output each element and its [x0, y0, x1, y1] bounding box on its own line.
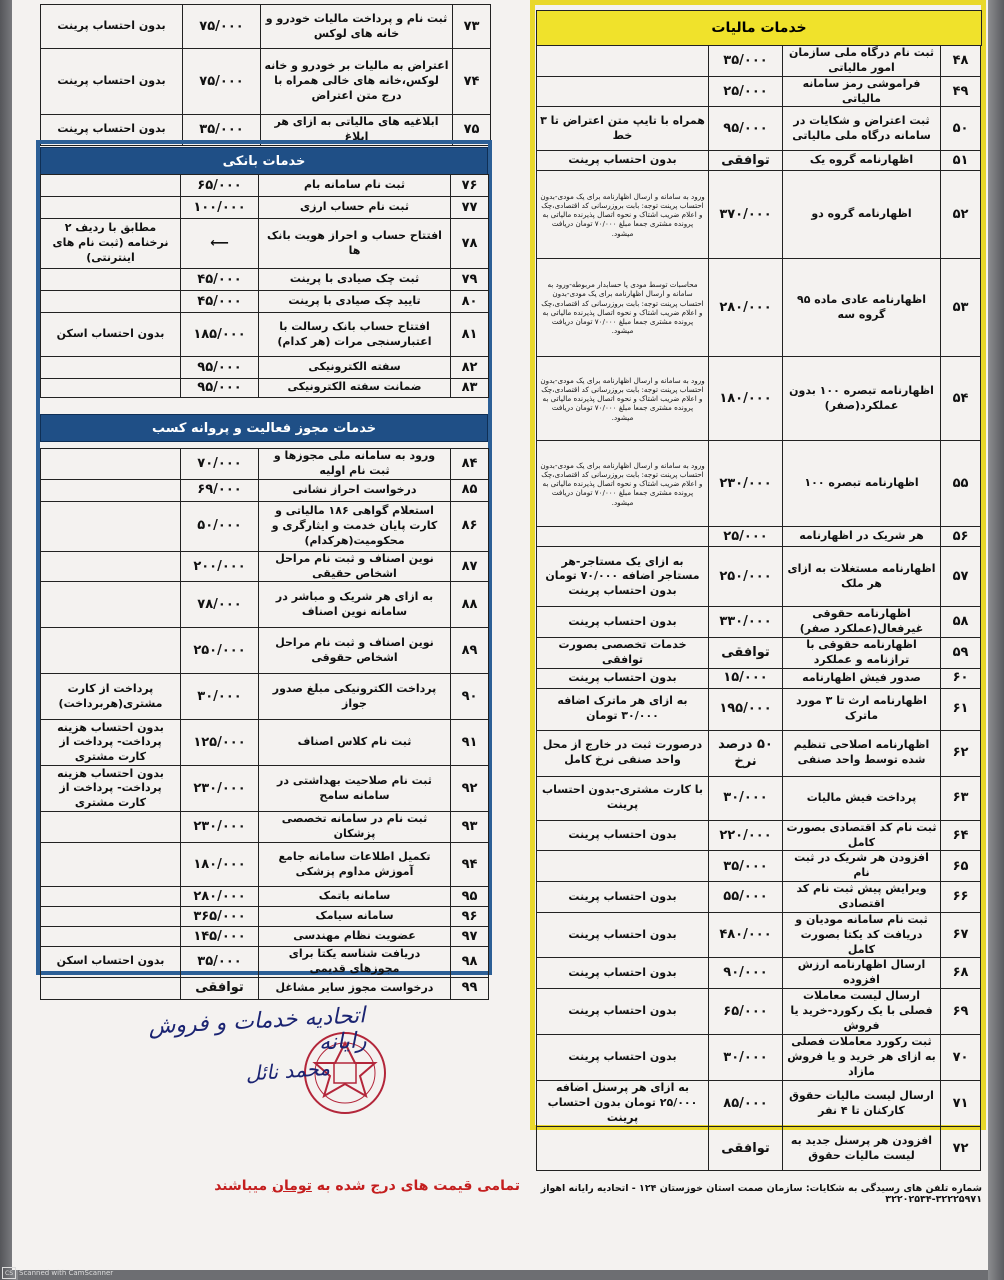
row-number: ۶۰ — [941, 668, 981, 688]
service-name: سفته الکترونیکی — [259, 357, 451, 379]
service-name: سامانه باتمک — [259, 887, 451, 907]
description — [41, 628, 181, 674]
row-number: ۵۱ — [941, 151, 981, 171]
row-number: ۹۸ — [451, 947, 489, 978]
price: ۱۴۵/۰۰۰ — [181, 927, 259, 947]
service-name: نوین اصناف و ثبت نام مراحل اشخاص حقیقی — [259, 551, 451, 582]
description — [41, 582, 181, 628]
table-row — [537, 820, 981, 851]
row-number: ۹۶ — [451, 907, 489, 927]
price: ۲۸۰/۰۰۰ — [181, 887, 259, 907]
service-name: ارسال لیست مالیات حقوق کارکنان تا ۴ نفر — [783, 1081, 941, 1127]
service-name: ثبت نام و پرداخت مالیات خودرو و خانه های لوکس — [261, 5, 453, 49]
description: بدون احتساب پرینت — [537, 151, 709, 171]
row-number: ۶۹ — [941, 989, 981, 1035]
price: ۲۵۰/۰۰۰ — [181, 628, 259, 674]
price: ۲۲۰/۰۰۰ — [709, 820, 783, 851]
service-name: تکمیل اطلاعات سامانه جامع آموزش مداوم پزشکی — [259, 843, 451, 887]
row-number: ۵۳ — [941, 259, 981, 357]
row-number: ۸۷ — [451, 551, 489, 582]
table-row — [41, 720, 489, 766]
description: بدون احتساب پرینت — [41, 5, 183, 49]
price: ۳۰/۰۰۰ — [709, 776, 783, 820]
table-row — [537, 688, 981, 730]
signature-person-name: محمد نائل — [244, 1055, 331, 1086]
service-name: درخواست مجوز سایر مشاغل — [259, 977, 451, 999]
table-row — [41, 291, 489, 313]
price: ۲۵۰/۰۰۰ — [709, 547, 783, 607]
table-row — [537, 151, 981, 171]
row-number: ۹۰ — [451, 674, 489, 720]
description: بدون احتساب هزینه پرداخت- پرداخت از کارت مشتری — [41, 720, 181, 766]
row-number: ۶۱ — [941, 688, 981, 730]
tax-services-table — [536, 45, 981, 1171]
service-name: ثبت نام درگاه ملی سازمان امور مالیاتی — [783, 46, 941, 77]
price: ۶۵/۰۰۰ — [709, 989, 783, 1035]
row-number: ۵۷ — [941, 547, 981, 607]
price: ۳۷۰/۰۰۰ — [709, 171, 783, 259]
table-row — [41, 674, 489, 720]
description — [41, 977, 181, 999]
table-row — [537, 76, 981, 107]
description — [41, 449, 181, 480]
service-name: ثبت اعتراض و شکایات در سامانه درگاه ملی مالیاتی — [783, 107, 941, 151]
price: ۱۸۰/۰۰۰ — [181, 843, 259, 887]
table-row — [41, 628, 489, 674]
table-row — [41, 947, 489, 978]
license-services-table — [40, 448, 489, 1000]
service-name: تایید چک صیادی با پرینت — [259, 291, 451, 313]
service-name: به ازای هر شریک و مباشر در سامانه نوین اصناف — [259, 582, 451, 628]
description — [537, 76, 709, 107]
row-number: ۸۸ — [451, 582, 489, 628]
description — [41, 291, 181, 313]
table-row — [41, 907, 489, 927]
description: همراه با تایپ متن اعتراض تا ۳ خط — [537, 107, 709, 151]
service-name: اظهارنامه گروه یک — [783, 151, 941, 171]
service-name: اظهارنامه ارث تا ۳ مورد ماترک — [783, 688, 941, 730]
service-name: ثبت نام کد اقتصادی بصورت کامل — [783, 820, 941, 851]
description: ورود به سامانه و ارسال اظهارنامه برای یک مودی-بدون احتساب پرینت توجه: بابت بروزرسانی کد اقتصادی،چک و اعلام ضریب اشتاک و نحوه اتصال پذیرنده مالیاتی به پرونده مشتری جمعا مبلغ ۷۰/۰۰۰ تومان دریافت میشود. — [537, 171, 709, 259]
price: ۴۵/۰۰۰ — [181, 291, 259, 313]
service-name: ثبت رکورد معاملات فصلی به ازای هر خرید و یا فروش مازاد — [783, 1035, 941, 1081]
description: محاسبات توسط مودی یا حسابدار مربوطه-ورود به سامانه و ارسال اظهارنامه برای یک مودی-بدون احتساب پرینت توجه: بابت بروزرسانی کد اقتصادی،چک و اعلام ضریب اشتاک و نحوه اتصال پذیرنده مالیاتی به پرونده مشتری جمعا مبلغ ۷۰/۰۰۰ تومان دریافت میشود. — [537, 259, 709, 357]
description: بدون احتساب هزینه پرداخت- پرداخت از کارت مشتری — [41, 766, 181, 812]
table-row — [537, 882, 981, 913]
table-row — [41, 269, 489, 291]
service-name: ورود به سامانه ملی مجوزها و ثبت نام اولیه — [259, 449, 451, 480]
bank-section-title: خدمات بانکی — [40, 147, 488, 175]
row-number: ۹۳ — [451, 812, 489, 843]
bank-services-table — [40, 174, 489, 398]
table-row — [537, 958, 981, 989]
table-row — [41, 766, 489, 812]
price: ۲۳۰/۰۰۰ — [181, 812, 259, 843]
price: ۹۵/۰۰۰ — [181, 357, 259, 379]
table-row — [537, 171, 981, 259]
table-row — [41, 357, 489, 379]
price: ۲۳۰/۰۰۰ — [181, 766, 259, 812]
row-number: ۷۴ — [453, 49, 491, 115]
table-row — [537, 1081, 981, 1127]
row-number: ۶۶ — [941, 882, 981, 913]
description: بدون احتساب پرینت — [537, 958, 709, 989]
row-number: ۷۸ — [451, 219, 489, 269]
price: ۳۶۵/۰۰۰ — [181, 907, 259, 927]
service-name: اظهارنامه اصلاحی تنظیم شده توسط واحد صنفی — [783, 730, 941, 776]
row-number: ۸۵ — [451, 479, 489, 501]
table-row — [537, 547, 981, 607]
table-row — [41, 379, 489, 398]
table-row — [537, 441, 981, 527]
price: ۱۸۰/۰۰۰ — [709, 357, 783, 441]
description — [41, 812, 181, 843]
price: ۱۸۵/۰۰۰ — [181, 313, 259, 357]
table-row — [537, 638, 981, 669]
price: ۵۰ درصد نرخ — [709, 730, 783, 776]
row-number: ۵۶ — [941, 527, 981, 547]
row-number: ۸۴ — [451, 449, 489, 480]
license-section-title: خدمات مجوز فعالیت و پروانه کسب — [40, 414, 488, 442]
table-row — [537, 776, 981, 820]
camscanner-watermark — [0, 1266, 122, 1280]
description: بدون احتساب پرینت — [41, 49, 183, 115]
table-row — [41, 449, 489, 480]
description — [537, 527, 709, 547]
table-row — [537, 1127, 981, 1171]
row-number: ۷۹ — [451, 269, 489, 291]
description: پرداخت از کارت مشتری(هربرداخت) — [41, 674, 181, 720]
service-name: فراموشی رمز سامانه مالیاتی — [783, 76, 941, 107]
description: بدون احتساب پرینت — [537, 1035, 709, 1081]
price: ۲۸۰/۰۰۰ — [709, 259, 783, 357]
price: ۲۳۰/۰۰۰ — [709, 441, 783, 527]
description: با کارت مشتری-بدون احتساب پرینت — [537, 776, 709, 820]
prices-note-pre: تمامی قیمت های درج شده به — [311, 1178, 520, 1194]
service-name: هر شریک در اظهارنامه — [783, 527, 941, 547]
table-row — [537, 989, 981, 1035]
row-number: ۸۱ — [451, 313, 489, 357]
price: ۷۵/۰۰۰ — [183, 5, 261, 49]
table-row — [41, 49, 491, 115]
row-number: ۵۲ — [941, 171, 981, 259]
service-name: پرداخت فیش مالیات — [783, 776, 941, 820]
service-name: اعتراض به مالیات بر خودرو و خانه لوکس،خانه های خالی همراه با درج متن اعتراض — [261, 49, 453, 115]
table-row — [41, 479, 489, 501]
prices-note-unit: تومان — [272, 1178, 312, 1194]
description — [537, 1127, 709, 1171]
service-name: افتتاح حساب بانک رسالت با اعتبارسنجی مرات (هر کدام) — [259, 313, 451, 357]
service-name: اظهارنامه تبصره ۱۰۰ بدون عملکرد(صفر) — [783, 357, 941, 441]
price: توافقی — [709, 151, 783, 171]
table-row — [537, 1035, 981, 1081]
description: بدون احتساب اسکن — [41, 947, 181, 978]
service-name: افتتاح حساب و احراز هویت بانک ها — [259, 219, 451, 269]
price: ۳۰/۰۰۰ — [709, 1035, 783, 1081]
service-name: ثبت نام کلاس اصناف — [259, 720, 451, 766]
table-row — [41, 812, 489, 843]
row-number: ۹۵ — [451, 887, 489, 907]
service-name: درخواست احراز نشانی — [259, 479, 451, 501]
description: مطابق با ردیف ۲ نرخنامه (ثبت نام های اینترنتی) — [41, 219, 181, 269]
description: بدون احتساب اسکن — [41, 313, 181, 357]
row-number: ۵۴ — [941, 357, 981, 441]
camscanner-logo-icon: CS — [2, 1267, 16, 1279]
service-name: ضمانت سفته الکترونیکی — [259, 379, 451, 398]
service-name: افزودن هر پرسنل جدید به لیست مالیات حقوق — [783, 1127, 941, 1171]
service-name: اظهارنامه مستغلات به ازای هر ملک — [783, 547, 941, 607]
tax-section-title: خدمات مالیات — [536, 10, 982, 46]
description: درصورت ثبت در خارج از محل واحد صنفی نرخ کامل — [537, 730, 709, 776]
row-number: ۷۷ — [451, 197, 489, 219]
price: ۷۰/۰۰۰ — [181, 449, 259, 480]
description: ورود به سامانه و ارسال اظهارنامه برای یک مودی-بدون احتساب پرینت توجه: بابت بروزرسانی کد اقتصادی،چک و اعلام ضریب اشتاک و نحوه اتصال پذیرنده مالیاتی به پرونده مشتری جمعا مبلغ ۷۰/۰۰۰ تومان دریافت میشود. — [537, 441, 709, 527]
description: بدون احتساب پرینت — [537, 607, 709, 638]
service-name: ویرایش پیش ثبت نام کد اقتصادی — [783, 882, 941, 913]
price: ۳۵/۰۰۰ — [709, 46, 783, 77]
row-number: ۶۲ — [941, 730, 981, 776]
price: ۱۰۰/۰۰۰ — [181, 197, 259, 219]
row-number: ۶۳ — [941, 776, 981, 820]
row-number: ۴۹ — [941, 76, 981, 107]
table-row — [41, 197, 489, 219]
description — [41, 887, 181, 907]
row-number: ۸۰ — [451, 291, 489, 313]
row-number: ۵۰ — [941, 107, 981, 151]
table-row — [41, 219, 489, 269]
row-number: ۹۷ — [451, 927, 489, 947]
table-row — [41, 927, 489, 947]
signature-union-name: اتحادیه خدمات و فروش رایانه — [147, 1003, 368, 1056]
description — [41, 357, 181, 379]
price: ۴۸۰/۰۰۰ — [709, 912, 783, 958]
table-row — [41, 551, 489, 582]
price: ۷۵/۰۰۰ — [183, 49, 261, 115]
description — [41, 927, 181, 947]
row-number: ۵۹ — [941, 638, 981, 669]
price: ۱۲۵/۰۰۰ — [181, 720, 259, 766]
service-name: اظهارنامه حقوقی با ترازنامه و عملکرد — [783, 638, 941, 669]
price: ۲۰۰/۰۰۰ — [181, 551, 259, 582]
complaints-phones: شماره تلفن های رسیدگی به شکایات: سازمان صمت استان خوزستان ۱۲۴ - اتحادیه رایانه اهواز ۳۲۲۲۵۹۷۱-۳۲۲۰۲۵۳۴ — [540, 1183, 982, 1205]
description: به ازای یک مستاجر-هر مستاجر اضافه ۷۰/۰۰۰ تومان بدون احتساب پرینت — [537, 547, 709, 607]
table-row — [41, 501, 489, 551]
service-name: ثبت نام سامانه مودیان و دریافت کد یکتا بصورت کامل — [783, 912, 941, 958]
table-row — [537, 668, 981, 688]
price: ۵۵/۰۰۰ — [709, 882, 783, 913]
row-number: ۷۶ — [451, 175, 489, 197]
description: بدون احتساب پرینت — [537, 912, 709, 958]
description: به ازای هر پرسنل اضافه ۲۵/۰۰۰ تومان بدون احتساب پرینت — [537, 1081, 709, 1127]
description — [41, 379, 181, 398]
table-row — [41, 5, 491, 49]
description: بدون احتساب پرینت — [537, 882, 709, 913]
service-name: استعلام گواهی ۱۸۶ مالیاتی و کارت پایان خدمت و ایثارگری و محکومیت(هرکدام) — [259, 501, 451, 551]
table-row — [537, 46, 981, 77]
table-row — [41, 313, 489, 357]
row-number: ۸۲ — [451, 357, 489, 379]
price: ۳۰/۰۰۰ — [181, 674, 259, 720]
table-row — [41, 887, 489, 907]
price: ۲۵/۰۰۰ — [709, 76, 783, 107]
price: ۹۵/۰۰۰ — [709, 107, 783, 151]
service-name: اظهارنامه عادی ماده ۹۵ گروه سه — [783, 259, 941, 357]
description: ورود به سامانه و ارسال اظهارنامه برای یک مودی-بدون احتساب پرینت توجه: بابت بروزرسانی کد اقتصادی،چک و اعلام ضریب اشتاک و نحوه اتصال پذیرنده مالیاتی به پرونده مشتری جمعا مبلغ ۷۰/۰۰۰ تومان دریافت میشود. — [537, 357, 709, 441]
service-name: ثبت نام حساب ارزی — [259, 197, 451, 219]
row-number: ۶۴ — [941, 820, 981, 851]
service-name: افزودن هر شریک در ثبت نام — [783, 851, 941, 882]
tax-continuation-table — [40, 4, 491, 146]
row-number: ۷۰ — [941, 1035, 981, 1081]
price: ۵۰/۰۰۰ — [181, 501, 259, 551]
service-name: دریافت شناسه یکتا برای مجوزهای قدیمی — [259, 947, 451, 978]
row-number: ۵۵ — [941, 441, 981, 527]
row-number: ۹۴ — [451, 843, 489, 887]
table-row — [41, 175, 489, 197]
description — [41, 907, 181, 927]
price: توافقی — [709, 1127, 783, 1171]
service-name: عضویت نظام مهندسی — [259, 927, 451, 947]
price: ۶۹/۰۰۰ — [181, 479, 259, 501]
camscanner-label: Scanned with CamScanner — [19, 1269, 114, 1277]
description: بدون احتساب پرینت — [41, 115, 183, 146]
table-row — [537, 107, 981, 151]
description — [41, 197, 181, 219]
price: ۹۰/۰۰۰ — [709, 958, 783, 989]
row-number: ۹۱ — [451, 720, 489, 766]
table-row — [41, 582, 489, 628]
service-name: ابلاغیه های مالیاتی به ازای هر ابلاغ — [261, 115, 453, 146]
description — [41, 175, 181, 197]
row-number: ۹۲ — [451, 766, 489, 812]
service-name: ارسال لیست معاملات فصلی با یک رکورد-خرید یا فروش — [783, 989, 941, 1035]
row-number: ۶۸ — [941, 958, 981, 989]
row-number: ۷۱ — [941, 1081, 981, 1127]
table-row — [537, 259, 981, 357]
service-name: ثبت نام سامانه بام — [259, 175, 451, 197]
service-name: اظهارنامه تبصره ۱۰۰ — [783, 441, 941, 527]
price: ⟵ — [181, 219, 259, 269]
table-row — [537, 912, 981, 958]
price: ۸۵/۰۰۰ — [709, 1081, 783, 1127]
price: ۹۵/۰۰۰ — [181, 379, 259, 398]
price: توافقی — [709, 638, 783, 669]
row-number: ۸۹ — [451, 628, 489, 674]
table-row — [41, 843, 489, 887]
price: ۳۵/۰۰۰ — [183, 115, 261, 146]
row-number: ۹۹ — [451, 977, 489, 999]
prices-note-post: میباشند — [214, 1178, 273, 1194]
description — [537, 851, 709, 882]
description: بدون احتساب پرینت — [537, 989, 709, 1035]
service-name: ثبت چک صیادی با پرینت — [259, 269, 451, 291]
price: ۱۹۵/۰۰۰ — [709, 688, 783, 730]
service-name: صدور فیش اظهارنامه — [783, 668, 941, 688]
price: ۲۵/۰۰۰ — [709, 527, 783, 547]
description: بدون احتساب پرینت — [537, 668, 709, 688]
row-number: ۷۲ — [941, 1127, 981, 1171]
table-row — [537, 357, 981, 441]
price: ۳۵/۰۰۰ — [181, 947, 259, 978]
scan-right-edge — [988, 0, 1004, 1280]
description: بدون احتساب پرینت — [537, 820, 709, 851]
service-name: اظهارنامه گروه دو — [783, 171, 941, 259]
row-number: ۷۳ — [453, 5, 491, 49]
service-name: پرداخت الکترونیکی مبلغ صدور جواز — [259, 674, 451, 720]
description — [41, 551, 181, 582]
description — [41, 269, 181, 291]
table-row — [537, 851, 981, 882]
service-name: سامانه سیامک — [259, 907, 451, 927]
service-name: ثبت نام صلاحیت بهداشتی در سامانه سامح — [259, 766, 451, 812]
row-number: ۷۵ — [453, 115, 491, 146]
description: به ازای هر ماترک اضافه ۳۰/۰۰۰ تومان — [537, 688, 709, 730]
row-number: ۴۸ — [941, 46, 981, 77]
price: ۷۸/۰۰۰ — [181, 582, 259, 628]
price: توافقی — [181, 977, 259, 999]
price: ۴۵/۰۰۰ — [181, 269, 259, 291]
description — [537, 46, 709, 77]
description: خدمات تخصصی بصورت توافقی — [537, 638, 709, 669]
row-number: ۸۳ — [451, 379, 489, 398]
row-number: ۸۶ — [451, 501, 489, 551]
table-row — [41, 977, 489, 999]
table-row — [537, 527, 981, 547]
price: ۱۵/۰۰۰ — [709, 668, 783, 688]
price: ۳۳۰/۰۰۰ — [709, 607, 783, 638]
service-name: نوین اصناف و ثبت نام مراحل اشخاص حقوقی — [259, 628, 451, 674]
row-number: ۶۵ — [941, 851, 981, 882]
service-name: ارسال اظهارنامه ارزش افزوده — [783, 958, 941, 989]
row-number: ۶۷ — [941, 912, 981, 958]
prices-note — [50, 1178, 520, 1194]
price: ۳۵/۰۰۰ — [709, 851, 783, 882]
table-row — [537, 607, 981, 638]
service-name: اظهارنامه حقوقی غیرفعال(عملکرد صفر) — [783, 607, 941, 638]
price: ۶۵/۰۰۰ — [181, 175, 259, 197]
row-number: ۵۸ — [941, 607, 981, 638]
description — [41, 501, 181, 551]
service-name: ثبت نام در سامانه تخصصی پزشکان — [259, 812, 451, 843]
description — [41, 843, 181, 887]
description — [41, 479, 181, 501]
table-row — [537, 730, 981, 776]
